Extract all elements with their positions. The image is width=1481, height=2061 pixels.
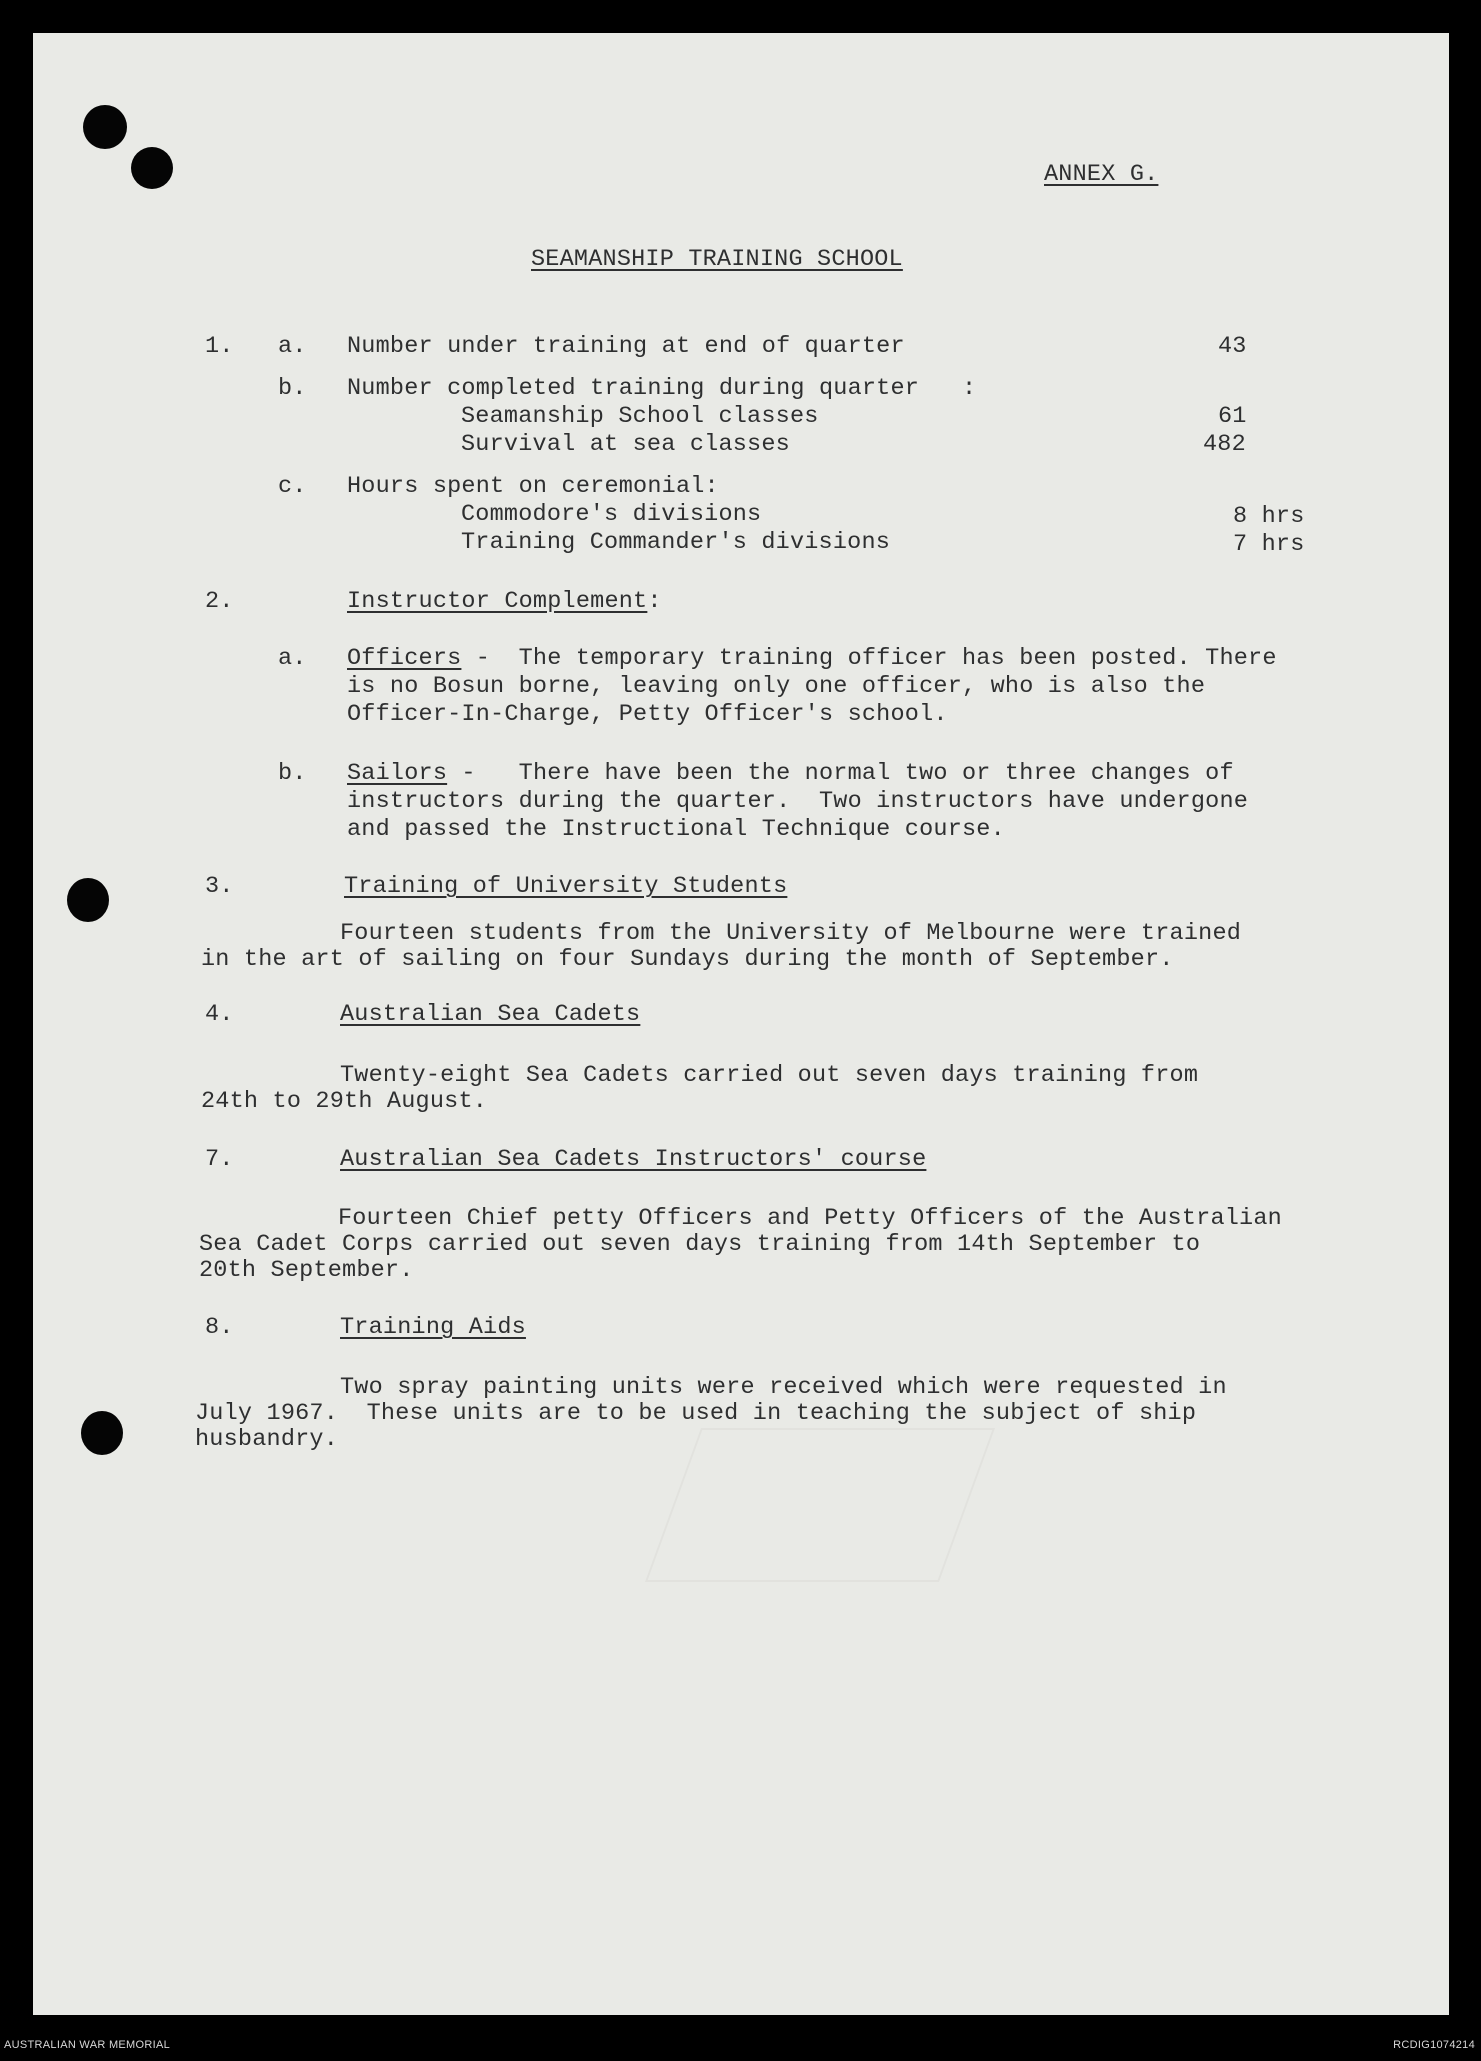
punch-hole-bottom: [81, 1411, 123, 1455]
section-3-heading: Training of University Students: [344, 873, 788, 900]
punch-hole-middle: [67, 878, 109, 922]
document-page: [33, 33, 1449, 2015]
section-1b-label: Number completed training during quarter :: [347, 375, 977, 402]
section-3-line: in the art of sailing on four Sundays during the month of September.: [201, 946, 1174, 973]
section-8-line: July 1967. These units are to be used in teaching the subject of ship: [195, 1400, 1197, 1427]
section-1c-letter: c.: [278, 473, 307, 500]
section-1b-row-value: 482: [1203, 431, 1246, 458]
section-1b-row-label: Survival at sea classes: [461, 431, 790, 458]
section-2b-line-1: [347, 760, 1234, 788]
section-2a-line: Officer-In-Charge, Petty Officer's school.: [347, 701, 948, 728]
section-1c-row-value: 7 hrs: [1233, 531, 1305, 558]
section-2b-line: and passed the Instructional Technique course.: [347, 816, 1005, 843]
page-title: SEAMANSHIP TRAINING SCHOOL: [531, 246, 903, 273]
section-2-heading-colon: :: [647, 588, 662, 615]
section-4-number: 4.: [205, 1001, 234, 1028]
section-3-line: Fourteen students from the University of Melbourne were trained: [340, 920, 1242, 947]
section-1a-letter: a.: [278, 333, 307, 360]
section-2-heading: Instructor Complement: [347, 588, 648, 615]
section-2-heading-wrap: [347, 588, 662, 616]
paper-watermark: [645, 1428, 995, 1582]
punch-hole-top-1: [83, 105, 127, 149]
section-8-number: 8.: [205, 1314, 234, 1341]
section-1c-row-label: Commodore's divisions: [461, 501, 762, 528]
section-7-heading: Australian Sea Cadets Instructors' course: [340, 1146, 927, 1173]
section-2a-line: is no Bosun borne, leaving only one officer, who is also the: [347, 673, 1206, 700]
section-8-line: husbandry.: [195, 1426, 339, 1453]
section-4-heading: Australian Sea Cadets: [340, 1001, 641, 1028]
sailors-heading: Sailors: [347, 760, 448, 787]
section-1b-row-value: 61: [1218, 403, 1247, 430]
section-4-line: Twenty-eight Sea Cadets carried out seven days training from: [340, 1062, 1199, 1089]
section-1c-row-value: 8 hrs: [1233, 503, 1305, 530]
section-1a-label: Number under training at end of quarter: [347, 333, 905, 360]
section-1b-row-label: Seamanship School classes: [461, 403, 819, 430]
section-2a-letter: a.: [278, 645, 307, 672]
section-8-line: Two spray painting units were received which were requested in: [340, 1374, 1227, 1401]
section-8-heading: Training Aids: [340, 1314, 526, 1341]
section-7-line: Fourteen Chief petty Officers and Petty Officers of the Australian: [338, 1205, 1282, 1232]
section-2b-line: instructors during the quarter. Two instructors have undergone: [347, 788, 1249, 815]
section-3-number: 3.: [205, 873, 234, 900]
section-2a-line-1: [347, 645, 1277, 673]
footer-record-id: RCDIG1074214: [1393, 2039, 1475, 2051]
section-1b-letter: b.: [278, 375, 307, 402]
section-1a-value: 43: [1218, 333, 1247, 360]
section-2b-letter: b.: [278, 760, 307, 787]
section-1c-row-label: Training Commander's divisions: [461, 529, 891, 556]
annex-label: ANNEX G.: [1044, 161, 1159, 188]
officers-text: - The temporary training officer has been posted. There: [461, 645, 1277, 672]
section-7-number: 7.: [205, 1146, 234, 1173]
section-1c-label: Hours spent on ceremonial:: [347, 473, 719, 500]
section-1-number: 1.: [205, 333, 234, 360]
punch-hole-top-2: [131, 147, 173, 189]
section-7-line: Sea Cadet Corps carried out seven days training from 14th September to: [199, 1231, 1201, 1258]
section-2-number: 2.: [205, 588, 234, 615]
section-4-line: 24th to 29th August.: [201, 1088, 488, 1115]
sailors-text: - There have been the normal two or three changes of: [447, 760, 1234, 787]
section-7-line: 20th September.: [199, 1257, 414, 1284]
footer-archive-name: AUSTRALIAN WAR MEMORIAL: [4, 2039, 171, 2051]
officers-heading: Officers: [347, 645, 462, 672]
